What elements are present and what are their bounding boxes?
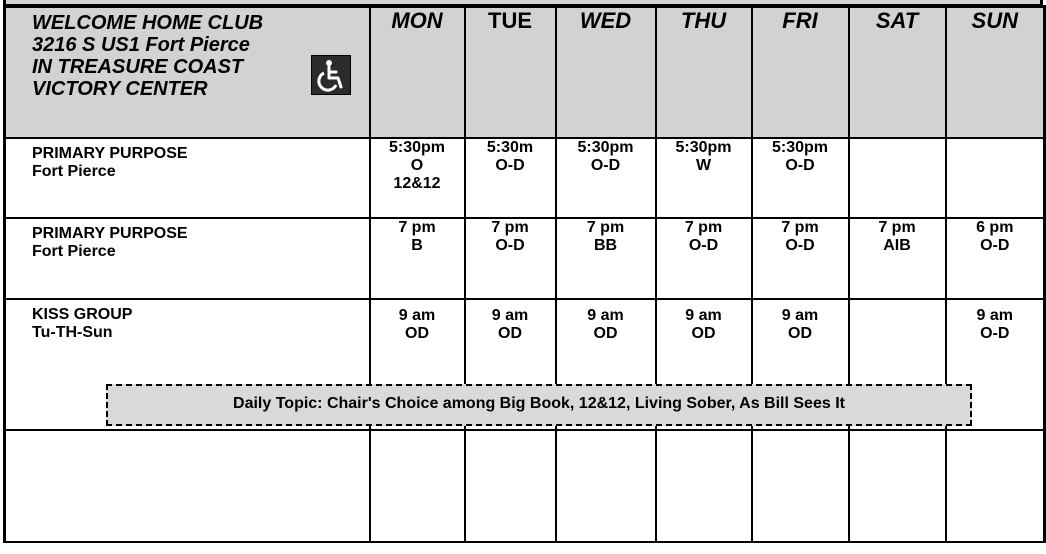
slot-thu — [656, 138, 752, 218]
group-name: PRIMARY PURPOSE — [32, 225, 188, 242]
slot-wed — [556, 138, 656, 218]
slot-time: 7 pm — [878, 219, 916, 236]
day-fri: FRI — [752, 7, 849, 139]
slot-type: BB — [593, 237, 618, 254]
slot-type: W — [695, 157, 712, 174]
slot-time: 5:30pm — [771, 139, 829, 156]
slot-time: 9 am — [587, 307, 624, 324]
slot-type: AIB — [883, 237, 911, 254]
club-info — [6, 8, 369, 131]
slot-type: O-D — [980, 325, 1010, 342]
empty-cell — [656, 430, 752, 542]
club-info-cell — [5, 7, 370, 139]
slot-sat — [849, 138, 946, 218]
slot-type: O-D — [688, 237, 719, 254]
slot-time: 5:30pm — [675, 139, 732, 156]
slot-type: O-D — [495, 157, 525, 174]
group-location: Tu-TH-Sun — [32, 324, 113, 341]
day-wed: WED — [556, 7, 656, 139]
empty-cell — [556, 430, 656, 542]
daily-topic-banner: Daily Topic: Chair's Choice among Big Book, 12&12, Living Sober, As Bill Sees It — [106, 384, 972, 426]
slot-time: 6 pm — [976, 219, 1014, 236]
slot-sun — [946, 218, 1045, 299]
wheelchair-icon — [311, 55, 351, 95]
slot-tue — [465, 138, 556, 218]
empty-cell — [465, 430, 556, 542]
slot-type: O-D — [785, 237, 815, 254]
club-center: VICTORY CENTER — [32, 78, 208, 100]
slot-time: 5:30pm — [577, 139, 634, 156]
meeting-row — [5, 218, 1045, 299]
slot-time: 9 am — [398, 307, 436, 324]
slot-type: O-D — [590, 157, 621, 174]
slot-time: 7 pm — [491, 219, 529, 236]
slot-type: O-D — [495, 237, 525, 254]
slot-fri — [752, 218, 849, 299]
slot-time: 5:30pm — [388, 139, 446, 156]
slot-type: O-D — [785, 157, 815, 174]
slot-type: OD — [405, 325, 429, 342]
slot-time: 5:30m — [486, 139, 534, 156]
slot-type: O — [410, 157, 424, 174]
slot-mon — [370, 138, 465, 218]
slot-type: OD — [593, 325, 618, 342]
group-location: Fort Pierce — [32, 243, 116, 260]
day-tue: TUE — [465, 7, 556, 139]
meeting-row — [5, 138, 1045, 218]
slot-time: 7 pm — [684, 219, 723, 236]
group-cell — [5, 138, 370, 218]
slot-fri — [752, 138, 849, 218]
day-sat: SAT — [849, 7, 946, 139]
slot-sat — [849, 218, 946, 299]
day-thu: THU — [656, 7, 752, 139]
slot-time: 9 am — [491, 307, 529, 324]
slot-type: O-D — [980, 237, 1010, 254]
empty-cell — [5, 430, 370, 542]
day-sun: SUN — [946, 7, 1045, 139]
club-address: 3216 S US1 Fort Pierce — [32, 34, 250, 56]
day-mon: MON — [370, 7, 465, 139]
slot-type: OD — [498, 325, 522, 342]
slot-type-extra: 12&12 — [393, 175, 441, 192]
club-area: IN TREASURE COAST — [32, 56, 244, 78]
group-name: PRIMARY PURPOSE — [32, 145, 188, 162]
group-name: KISS GROUP — [32, 306, 133, 323]
slot-time: 9 am — [781, 307, 819, 324]
group-location: Fort Pierce — [32, 163, 116, 180]
slot-type: B — [411, 237, 423, 254]
empty-row — [5, 430, 1045, 542]
meeting-schedule-table — [3, 5, 1046, 543]
header-row — [5, 7, 1045, 139]
slot-time: 7 pm — [586, 219, 625, 236]
slot-mon — [370, 218, 465, 299]
slot-time: 9 am — [685, 307, 722, 324]
slot-tue — [465, 218, 556, 299]
slot-type: OD — [691, 325, 716, 342]
slot-time: 7 pm — [781, 219, 819, 236]
empty-cell — [752, 430, 849, 542]
club-name: WELCOME HOME CLUB — [32, 12, 264, 34]
empty-cell — [370, 430, 465, 542]
slot-type: OD — [788, 325, 812, 342]
empty-cell — [946, 430, 1045, 542]
slot-thu — [656, 218, 752, 299]
slot-time: 7 pm — [398, 219, 436, 236]
group-cell — [5, 218, 370, 299]
slot-time: 9 am — [976, 307, 1013, 324]
slot-sun — [946, 138, 1045, 218]
empty-cell — [849, 430, 946, 542]
slot-wed — [556, 218, 656, 299]
